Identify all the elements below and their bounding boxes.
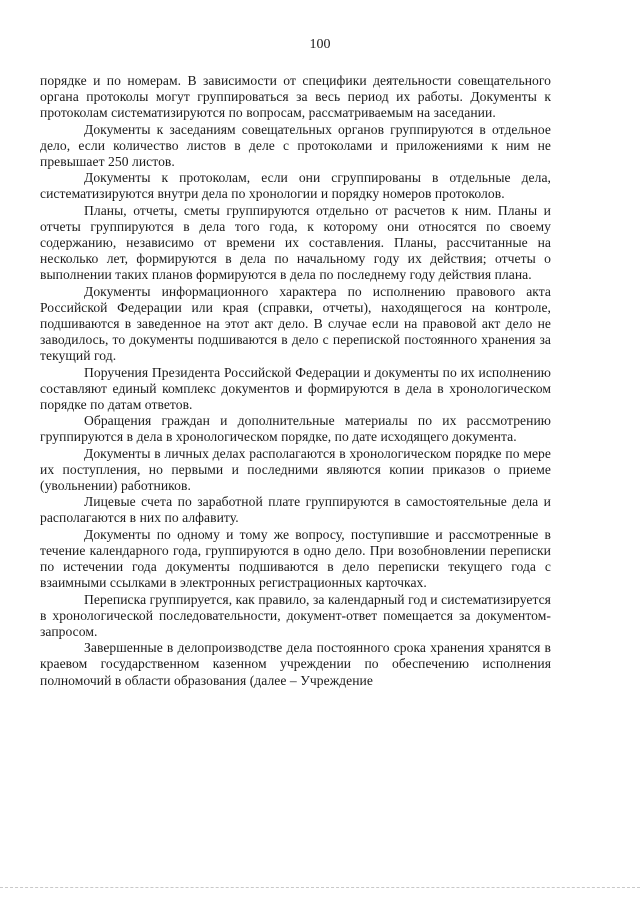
paragraph-salary-accounts: Лицевые счета по заработной плате группируются в самостоятельные дела и располагаются в них по алфавиту.	[40, 494, 551, 526]
paragraph-plans-reports: Планы, отчеты, сметы группируются отдельно от расчетов к ним. Планы и отчеты группируются в дела того года, к которому они относятся по своему содержанию, независимо от времени их составления. Планы, рассчитанные на несколько лет, формируются в дела по начальному году их действия; отчеты о выполнении таких планов формируются в дела по последнему году действия плана.	[40, 202, 551, 283]
paragraph-meeting-documents: Документы к заседаниям совещательных органов группируются в отдельное дело, если количество листов в деле с протоколами и приложениями к ним не превышает 250 листов.	[40, 121, 551, 170]
paragraph-personal-files: Документы в личных делах располагаются в хронологическом порядке по мере их поступления, но первыми и последними являются копии приказов о приеме (увольнении) работников.	[40, 445, 551, 494]
paragraph-citizen-appeals: Обращения граждан и дополнительные материалы по их рассмотрению группируются в дела в хронологическом порядке, по дате исходящего документа.	[40, 413, 551, 445]
paragraph-correspondence: Переписка группируется, как правило, за календарный год и систематизируется в хронологической последовательности, документ-ответ помещается за документом-запросом.	[40, 591, 551, 639]
paragraph-permanent-storage: Завершенные в делопроизводстве дела постоянного срока хранения хранятся в краевом государственном казенном учреждении по обеспечению исполнения полномочий в области образования (далее – Учреждение	[40, 640, 551, 688]
paragraph-informational-documents: Документы информационного характера по исполнению правового акта Российской Федерации или края (справки, отчеты), находящегося на контроле, подшиваются в заведенное на этот акт дело. В случае если на правовой акт дело не заводилось, то документы подшиваются в дело с перепиской постоянного хранения за текущий год.	[40, 283, 551, 364]
paragraph-president-orders: Поручения Президента Российской Федерации и документы по их исполнению составляют единый комплекс документов и формируются в дела в хронологическом порядке по датам ответов.	[40, 364, 551, 413]
paragraph-protocol-grouping: порядке и по номерам. В зависимости от специфики деятельности совещательного органа протоколы могут группироваться за весь период их работы. Документы к протоколам систематизируются по вопросам, рассматриваемым на заседании.	[40, 73, 551, 121]
body-text	[40, 73, 551, 689]
paragraph-same-question-documents: Документы по одному и тому же вопросу, поступившие и рассмотренные в течение календарного года, группируются в одно дело. При возобновлении переписки по истечении года документы подшиваются в дело переписки текущего года с взаимными ссылками в электронных регистрационных карточках.	[40, 526, 551, 591]
page-number: 100	[309, 37, 331, 52]
paragraph-protocol-attachments: Документы к протоколам, если они сгруппированы в отдельные дела, систематизируются внутри дела по хронологии и порядку номеров протоколов.	[40, 170, 551, 202]
scan-edge-divider	[0, 887, 640, 888]
